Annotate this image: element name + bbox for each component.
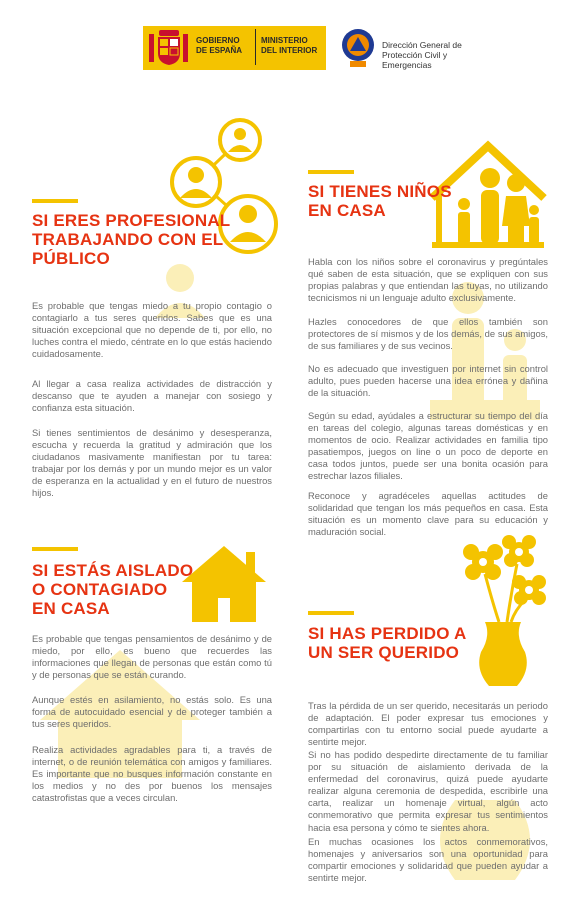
paragraph: En muchas ocasiones los actos conmemorativos, homenajes y aniversarios son una oportunidad para compartir emociones y solidaridad que pueden ayudar a sentirte mejor. [308,836,548,884]
paragraph: Al llegar a casa realiza actividades de distracción y descanso que te ayuden a manejar con sosiego y confianza esta situación. [32,378,272,414]
ministry-line2: DEL INTERIOR [261,46,318,55]
section-accent-bar [32,199,78,203]
title-line: TRABAJANDO CON EL [32,230,224,249]
ministry-line1: MINISTERIO [261,36,308,45]
paragraph: Hazles conocedores de que ellos también son protectores de sí mismos y de los demás, de sus amigos, de sus familiares y de sus vecinos. [308,316,548,352]
section-title-profesional [32,211,272,268]
title-line: SI ESTÁS AISLADO [32,561,194,580]
section-title-ninos [308,182,508,220]
paragraph: No es adecuado que investiguen por internet sin control adulto, pues pueden hacerse una idea errónea y dañina de la situación. [308,363,548,399]
paragraph: Reconoce y agradéceles aquellas actitudes de solidaridad que tengan los más pequeños en casa. Esta situación es un momento clave para su educación y maduración social. [308,490,548,538]
title-line: UN SER QUERIDO [308,643,460,662]
paragraph: Tras la pérdida de un ser querido, necesitarás un periodo de adaptación. El poder expresar tus emociones y compartirlas con tu entorno social puede ayudarte a sentirte mejor. [308,700,548,748]
title-line: EN CASA [308,201,386,220]
paragraph: Aunque estés en asilamiento, no estás solo. Es una forma de autocuidado esencial y de proteger también a tus seres queridos. [32,694,272,730]
section-title-aislado [32,561,232,618]
gov-line2: DE ESPAÑA [196,46,243,55]
dg-line1: Dirección General de [382,40,462,50]
section-accent-bar [308,611,354,615]
title-line: SI HAS PERDIDO A [308,624,467,643]
title-line: PÚBLICO [32,249,110,268]
title-line: O CONTAGIADO [32,580,168,599]
paragraph: Es probable que tengas pensamientos de desánimo y de miedo, por ello, es bueno que recuerdes las informaciones que llegan de personas que están como tú y de personas que se están curando. [32,633,272,681]
flower-vase-icon [455,530,551,690]
section-accent-bar [32,547,78,551]
title-line: SI TIENES NIÑOS [308,182,452,201]
section-accent-bar [308,170,354,174]
section-title-perdido [308,624,488,662]
paragraph: Si tienes sentimientos de desánimo y desesperanza, escucha y recuerda la gratitud y admiración que los ciudadanos masivamente manifiestan por tu tarea: trabajar por los demás y por un mundo mejor es un valor de esperanza en la actualidad y en el futuro de nuestros hijos. [32,427,272,499]
title-line: EN CASA [32,599,110,618]
paragraph: Realiza actividades agradables para ti, a través de internet, o de reunión telemática con amigos y familiares. Es importante que no busques información constante en los medios y no des por buenos los mensajes catastrofistas que a veces circulan. [32,744,272,804]
paragraph: Es probable que tengas miedo a tu propio contagio o contagiarlo a tus seres queridos. Sabes que es una situación excepcional que no depende de ti, por ello, no luches contra el miedo, céntrate en lo que estás haciendo cuidadosamente. [32,300,272,360]
gov-line1: GOBIERNO [196,36,240,45]
dg-line3: Emergencias [382,60,432,70]
title-line: SI ERES PROFESIONAL [32,211,231,230]
dg-line2: Protección Civil y [382,50,448,60]
paragraph: Si no has podido despedirte directamente de tu familiar por su situación de aislamiento derivada de la enfermedad del coronavirus, quizá puede ayudarte realizar alguna ceremonia de despedida, escribirle una carta, realizar un homenaje virtual, algún acto conmemorativo que permita expresar tus sentimientos hacia esa persona y cómo te sientes ahora. [308,749,548,833]
paragraph: Habla con los niños sobre el coronavirus y pregúntales qué saben de esta situación, que se expliquen con sus propias palabras y que entiendan las tuyas, no utilizando tecnicismos ni un lenguaje adulto exclusivamente. [308,256,548,304]
paragraph: Según su edad, ayúdales a estructurar su tiempo del día en tareas del colegio, algunas tareas domésticas y en momentos de ocio. Realizar actividades en familia tipo pasatiempos, juegos on line o un poco de deporte en casa todos juntos, puede ser una bonita ocasión para estrechar lazos filiales. [308,410,548,482]
